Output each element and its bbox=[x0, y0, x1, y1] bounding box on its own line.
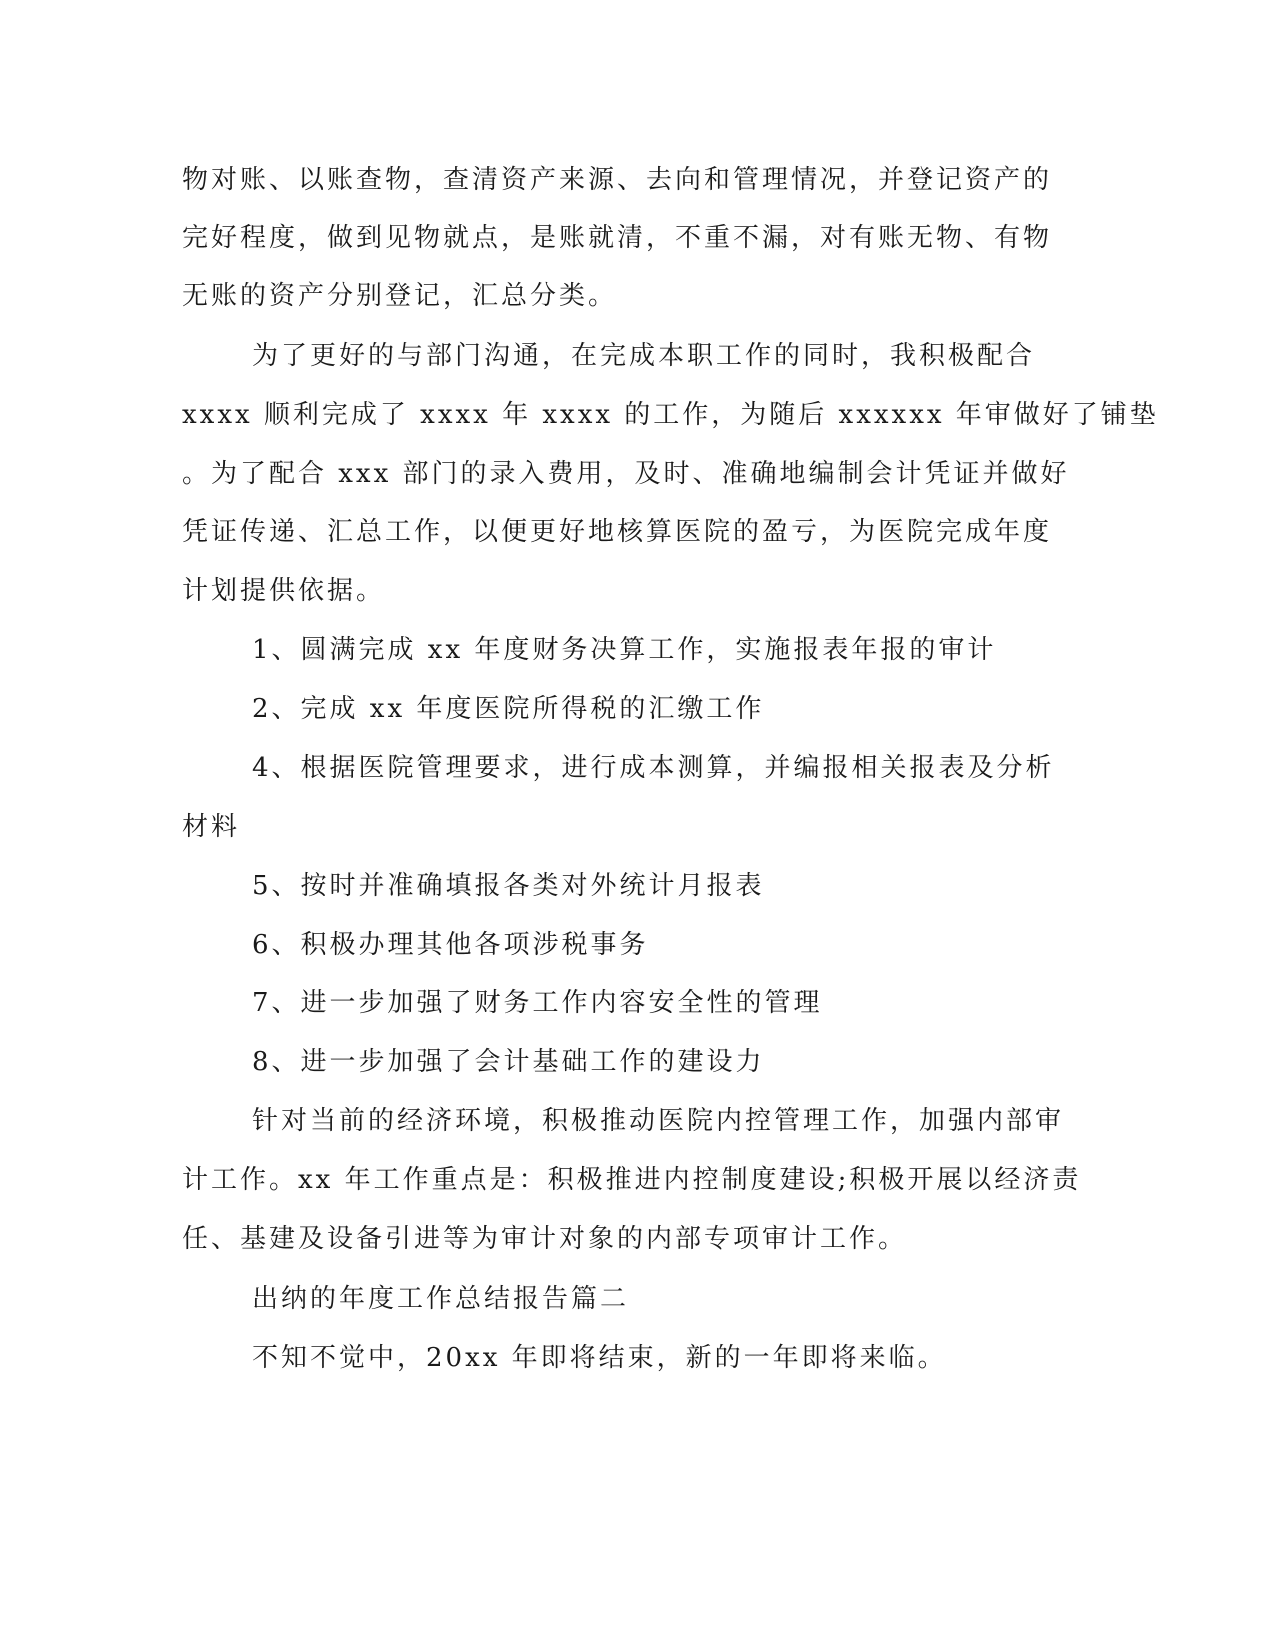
list-item: 2、完成 xx 年度医院所得税的汇缴工作 bbox=[252, 694, 765, 724]
text-line: 计划提供依据。 bbox=[182, 576, 386, 606]
text-line: 计工作。xx 年工作重点是：积极推进内控制度建设;积极开展以经济责 bbox=[182, 1165, 1082, 1195]
list-item: 7、进一步加强了财务工作内容安全性的管理 bbox=[252, 988, 823, 1018]
text-line: 物对账、以账查物，查清资产来源、去向和管理情况，并登记资产的 bbox=[182, 165, 1053, 195]
text-line: 凭证传递、汇总工作，以便更好地核算医院的盈亏，为医院完成年度 bbox=[182, 517, 1053, 547]
text-line: 针对当前的经济环境，积极推动医院内控管理工作，加强内部审 bbox=[252, 1106, 1065, 1136]
text-line: 。为了配合 xxx 部门的录入费用，及时、准确地编制会计凭证并做好 bbox=[182, 459, 1070, 489]
list-item: 8、进一步加强了会计基础工作的建设力 bbox=[252, 1047, 765, 1077]
text-line: 材料 bbox=[182, 812, 241, 842]
list-item: 5、按时并准确填报各类对外统计月报表 bbox=[252, 871, 765, 901]
text-line: 不知不觉中，20xx 年即将结束，新的一年即将来临。 bbox=[252, 1343, 947, 1373]
text-line: xxxx 顺利完成了 xxxx 年 xxxx 的工作，为随后 xxxxxx 年审做好了铺垫 bbox=[182, 400, 1159, 430]
text-line: 完好程度，做到见物就点，是账就清，不重不漏，对有账无物、有物 bbox=[182, 223, 1053, 253]
list-item: 1、圆满完成 xx 年度财务决算工作，实施报表年报的审计 bbox=[252, 635, 997, 665]
text-line: 任、基建及设备引进等为审计对象的内部专项审计工作。 bbox=[182, 1224, 908, 1254]
text-line: 为了更好的与部门沟通，在完成本职工作的同时，我积极配合 bbox=[252, 341, 1036, 371]
text-line: 无账的资产分别登记，汇总分类。 bbox=[182, 281, 618, 311]
list-item: 4、根据医院管理要求，进行成本测算，并编报相关报表及分析 bbox=[252, 753, 1055, 783]
section-heading: 出纳的年度工作总结报告篇二 bbox=[252, 1284, 630, 1314]
list-item: 6、积极办理其他各项涉税事务 bbox=[252, 930, 649, 960]
